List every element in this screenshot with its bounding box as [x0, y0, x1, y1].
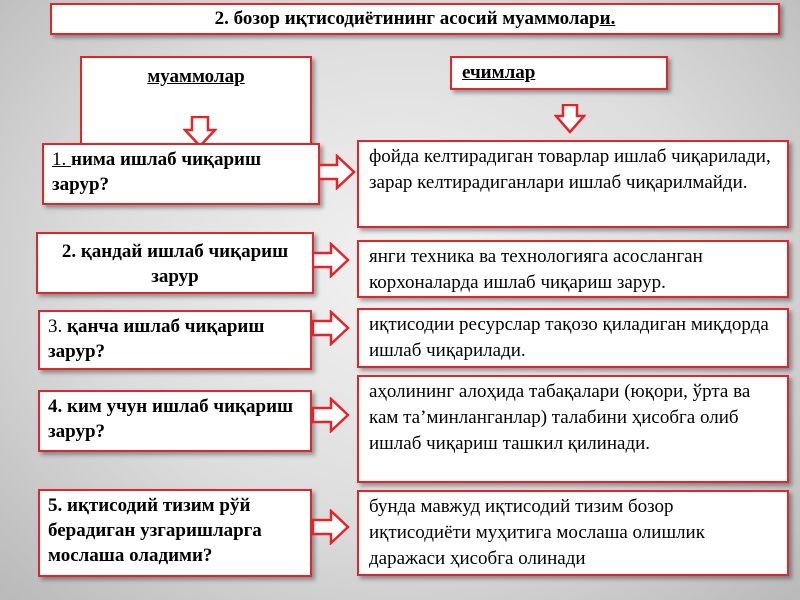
- answer-text-1: фойда келтирадиган товарлар ишлаб чиқарилади, зарар келтирадиганлари ишлаб чиқарилмайди.: [369, 146, 771, 193]
- right-arrow-icon: [312, 509, 350, 545]
- answer-box-3: [357, 308, 789, 368]
- answer-text-2: янги техника ва технологияга асосланган корхоналарда ишлаб чиқариш зарур.: [369, 246, 703, 293]
- question-box-1: [42, 143, 320, 205]
- question-text-1: нима ишлаб чиқариш зарур?: [52, 149, 262, 195]
- question-box-2: [36, 232, 314, 294]
- right-arrow-icon: [312, 242, 350, 278]
- answer-box-5: [357, 490, 789, 576]
- solutions-header-label: ечимлар: [462, 62, 536, 83]
- answer-text-5: бунда мавжуд иқтисодий тизим бозор иқтисодиёти муҳитига мослаша олишлик даражаси ҳисобга олинади: [369, 496, 705, 569]
- answer-text-3: иқтисодии ресурслар тақозо қиладиган миқдорда ишлаб чиқарилади.: [369, 314, 769, 361]
- question-text-4: 4. ким учун ишлаб чиқариш зарур?: [48, 396, 294, 442]
- question-box-5: [38, 489, 312, 577]
- solutions-header: [450, 56, 668, 90]
- right-arrow-icon: [312, 310, 350, 346]
- question-text-5: 5. иқтисодий тизим рўй берадиган узгаришларга мослаша оладими?: [48, 495, 262, 566]
- question-box-3: [38, 310, 312, 370]
- problems-header-label: муаммолар: [147, 66, 245, 87]
- title-suffix: и.: [599, 8, 616, 29]
- answer-box-2: [357, 240, 789, 298]
- question-text-3: қанча ишлаб чиқариш зарур?: [48, 316, 265, 362]
- question-number-3: 3.: [48, 316, 67, 337]
- right-arrow-icon: [318, 154, 356, 190]
- answer-text-4: аҳолининг алоҳида табақалари (юқори, ўрта ва кам таʼминланганлар) талабини ҳисобга олиб ишлаб чиқариш ташкил қилинади.: [369, 381, 751, 454]
- page-title: [50, 3, 780, 35]
- answer-box-1: [357, 140, 789, 228]
- right-arrow-icon: [312, 397, 350, 433]
- question-number-1: 1.: [52, 149, 71, 170]
- question-text-2: 2. қандай ишлаб чиқариш зарур: [61, 241, 289, 287]
- answer-box-4: [357, 375, 789, 483]
- down-arrow-icon: [554, 104, 586, 134]
- question-box-4: [38, 390, 312, 452]
- title-text: 2. бозор иқтисодиётининг асосий муаммолар: [214, 8, 600, 29]
